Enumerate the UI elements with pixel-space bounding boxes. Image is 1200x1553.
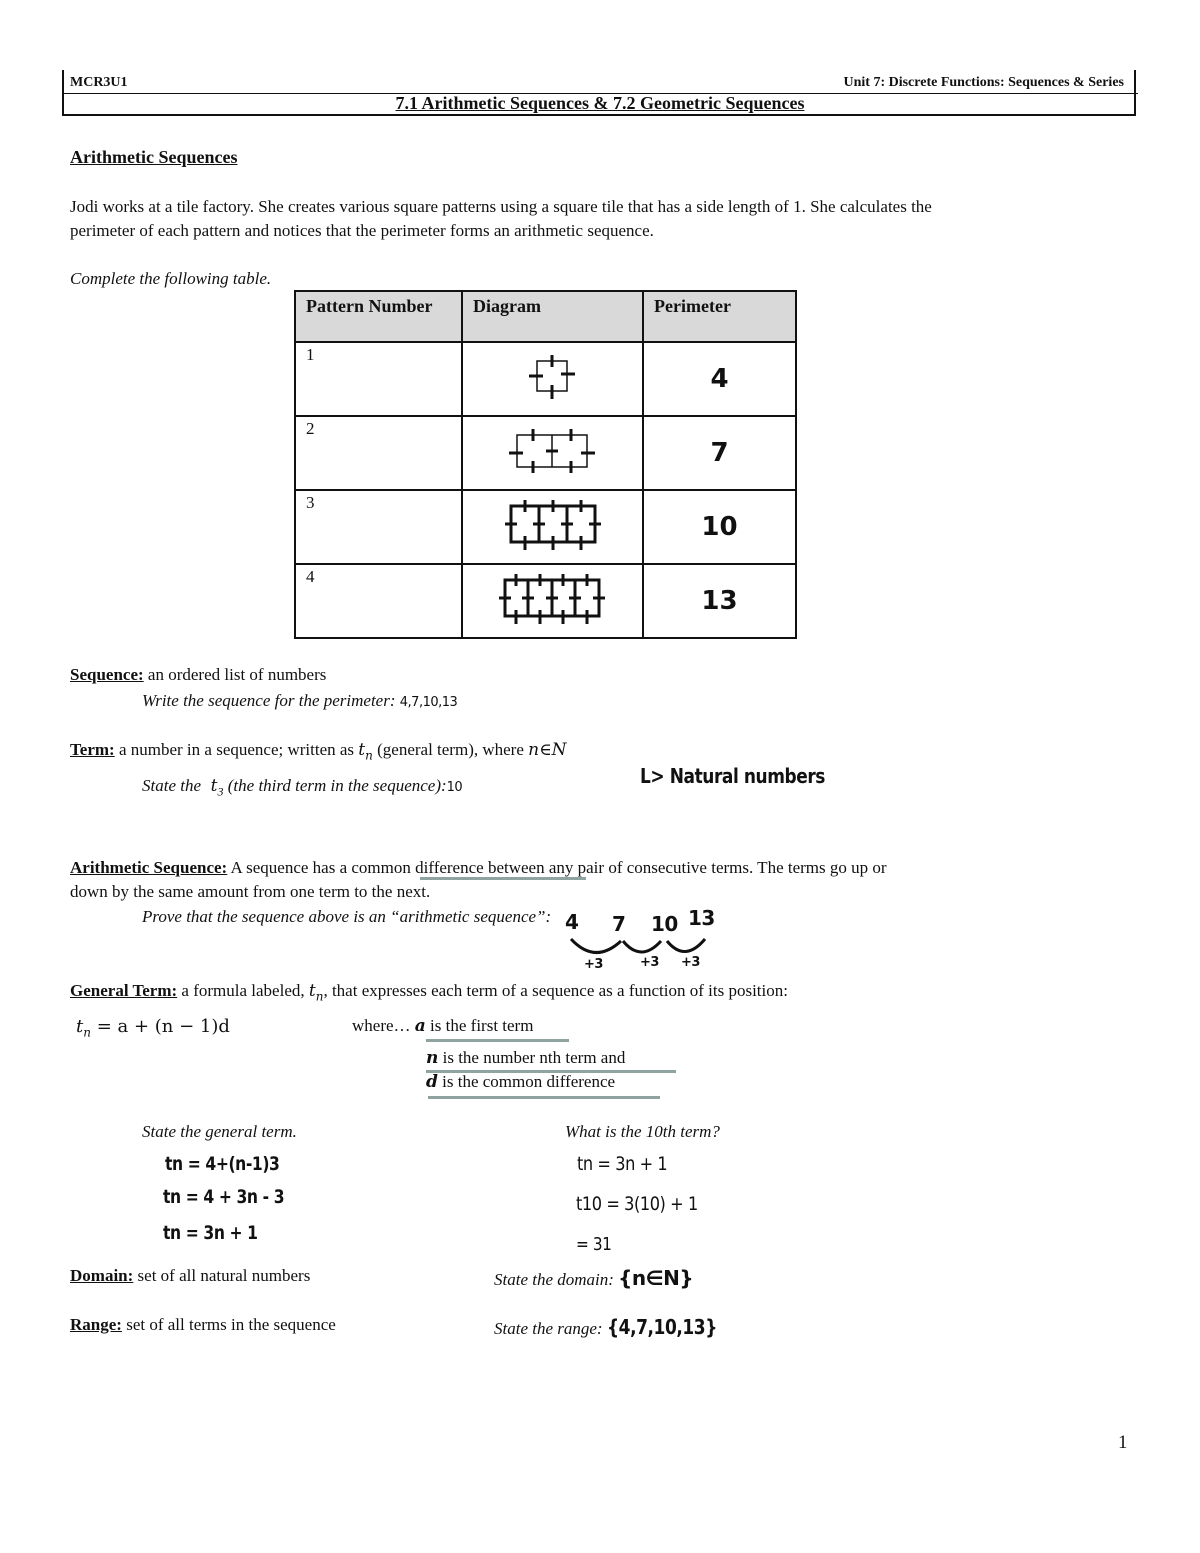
general-formula: = a + (n − 1)d: [96, 1016, 230, 1037]
state-general-prompt: State the general term.: [142, 1122, 297, 1141]
term-prompt-a: State the: [142, 776, 202, 795]
proof-term-2: 7: [612, 912, 626, 936]
perimeter-value: 10: [643, 490, 796, 564]
term-prompt-sub: 3: [217, 784, 224, 799]
perimeter-value: 7: [643, 416, 796, 490]
natural-numbers-note: L> Natural numbers: [640, 764, 825, 788]
table-row: [295, 564, 796, 638]
term-subscript: n: [365, 748, 373, 763]
term-definition: [70, 740, 567, 762]
term-label: Term:: [70, 740, 115, 759]
intro-line-2: perimeter of each pattern and notices that the perimeter forms an arithmetic sequence.: [70, 221, 654, 240]
header-diagram: Diagram: [462, 291, 643, 342]
section-heading: Arithmetic Sequences: [70, 147, 238, 167]
pattern-number: 3: [295, 490, 462, 564]
perimeter-value: 13: [643, 564, 796, 638]
range-text: set of all terms in the sequence: [126, 1315, 336, 1334]
tile-pattern-4-diagram: [495, 570, 611, 628]
tile-pattern-3-diagram: [501, 496, 605, 554]
range-definition: [70, 1315, 336, 1335]
range-label: Range:: [70, 1315, 122, 1334]
domain-definition: [70, 1266, 310, 1286]
domain-text: set of all natural numbers: [137, 1266, 311, 1285]
pattern-number: 1: [295, 342, 462, 416]
proof-diff-3: +3: [681, 955, 700, 970]
general-term-definition: General Term: a formula labeled, $t_n$, that expresses each term of a sequence as a function of its position:: [70, 981, 788, 1004]
range-answer: {4,7,10,13}: [606, 1315, 717, 1339]
proof-diff-2: +3: [640, 955, 659, 970]
page-number: 1: [1118, 1432, 1128, 1453]
proof-term-4: 13: [688, 906, 715, 930]
var-a-desc: is the first term: [430, 1016, 534, 1035]
sequence-answer: 4,7,10,13: [399, 695, 458, 710]
tenth-work-line-3: = 31: [576, 1234, 612, 1255]
term-text-a: a number in a sequence; written as: [118, 740, 355, 759]
where-d-row: [426, 1072, 615, 1092]
first-term-underline: [426, 1039, 569, 1042]
sequence-label: Sequence:: [70, 665, 144, 684]
general-text-a: a formula labeled,: [181, 981, 305, 1000]
arithmetic-text-b: between any pair of consecutive terms. The terms go up or: [487, 858, 887, 877]
term-prompt-b: (the third term in the sequence):: [227, 776, 447, 795]
var-n-desc: is the number nth term and: [442, 1048, 626, 1067]
var-d: d: [426, 1072, 438, 1092]
tenth-term-prompt: What is the 10th term?: [565, 1122, 720, 1141]
sequence-definition: [70, 665, 326, 685]
proof-term-3: 10: [651, 912, 678, 936]
pattern-number: 4: [295, 564, 462, 638]
course-code: MCR3U1: [70, 75, 128, 90]
domain-prompt: State the domain:: [494, 1270, 614, 1289]
header-perimeter: Perimeter: [643, 291, 796, 342]
table-instruction: Complete the following table.: [70, 269, 272, 288]
var-n: n: [426, 1048, 439, 1068]
term-prompt-row: State the $t_3$ (the third term in the sequence):10: [142, 776, 463, 799]
var-a: a: [414, 1016, 426, 1036]
where-label: where…: [352, 1016, 411, 1035]
tile-pattern-2-diagram: [505, 423, 601, 479]
general-formula-row: $t_n = a + (n - 1)d$: [76, 1016, 230, 1040]
range-prompt-row: [494, 1315, 736, 1339]
common-difference-desc-underline: [428, 1096, 660, 1099]
header-pattern-number: Pattern Number: [295, 291, 462, 342]
table-row: [295, 416, 796, 490]
tile-pattern-1-diagram: [523, 349, 583, 405]
term-symbol: t: [358, 740, 366, 760]
diagram-cell: [462, 342, 643, 416]
domain-label: Domain:: [70, 1266, 134, 1285]
where-a-row: [352, 1016, 533, 1036]
sequence-text: an ordered list of numbers: [147, 665, 327, 684]
diagram-cell: [462, 416, 643, 490]
diagram-cell: [462, 564, 643, 638]
proof-term-1: 4: [565, 910, 579, 934]
general-work-line-1: tn = 4+(n-1)3: [165, 1153, 280, 1175]
perimeter-value: 4: [643, 342, 796, 416]
general-term-label: General Term:: [70, 981, 178, 1000]
tenth-work-line-1: tn = 3n + 1: [577, 1153, 668, 1175]
domain-answer: {n∈N}: [618, 1266, 694, 1290]
pattern-number: 2: [295, 416, 462, 490]
domain-prompt-row: [494, 1266, 693, 1290]
general-text-b: that expresses each term of a sequence as a function of its position:: [331, 981, 788, 1000]
general-work-line-3: tn = 3n + 1: [163, 1222, 258, 1244]
general-work-line-2: tn = 4 + 3n - 3: [163, 1186, 285, 1208]
proof-diff-1: +3: [584, 957, 603, 972]
common-difference-highlight: common difference: [351, 858, 484, 877]
tenth-work-line-2: t10 = 3(10) + 1: [576, 1193, 698, 1215]
table-row: [295, 490, 796, 564]
term-set: n∈N: [528, 740, 567, 760]
page-title: 7.1 Arithmetic Sequences & 7.2 Geometric Sequences: [395, 93, 805, 113]
var-d-desc: is the common difference: [442, 1072, 616, 1091]
where-n-row: [426, 1048, 625, 1068]
intro-line-1: Jodi works at a tile factory. She creates various square patterns using a square tile that has a side length of 1. She calculates the: [70, 197, 932, 216]
arithmetic-label: Arithmetic Sequence:: [70, 858, 228, 877]
perimeter-table: [294, 290, 797, 639]
arithmetic-line-2: down by the same amount from one term to the next.: [70, 882, 431, 901]
arithmetic-prompt: Prove that the sequence above is an “arithmetic sequence”:: [142, 907, 552, 926]
term-answer: 10: [446, 780, 463, 795]
diagram-cell: [462, 490, 643, 564]
table-row: [295, 342, 796, 416]
arithmetic-text-a: A sequence has a: [230, 858, 348, 877]
range-prompt: State the range:: [494, 1319, 603, 1338]
common-difference-underline: [420, 877, 586, 880]
term-text-b: (general term), where: [377, 740, 524, 759]
sequence-prompt-row: [142, 691, 457, 711]
arithmetic-definition: [70, 858, 887, 878]
unit-title: Unit 7: Discrete Functions: Sequences & Series: [843, 75, 1124, 90]
sequence-prompt: Write the sequence for the perimeter:: [142, 691, 396, 710]
